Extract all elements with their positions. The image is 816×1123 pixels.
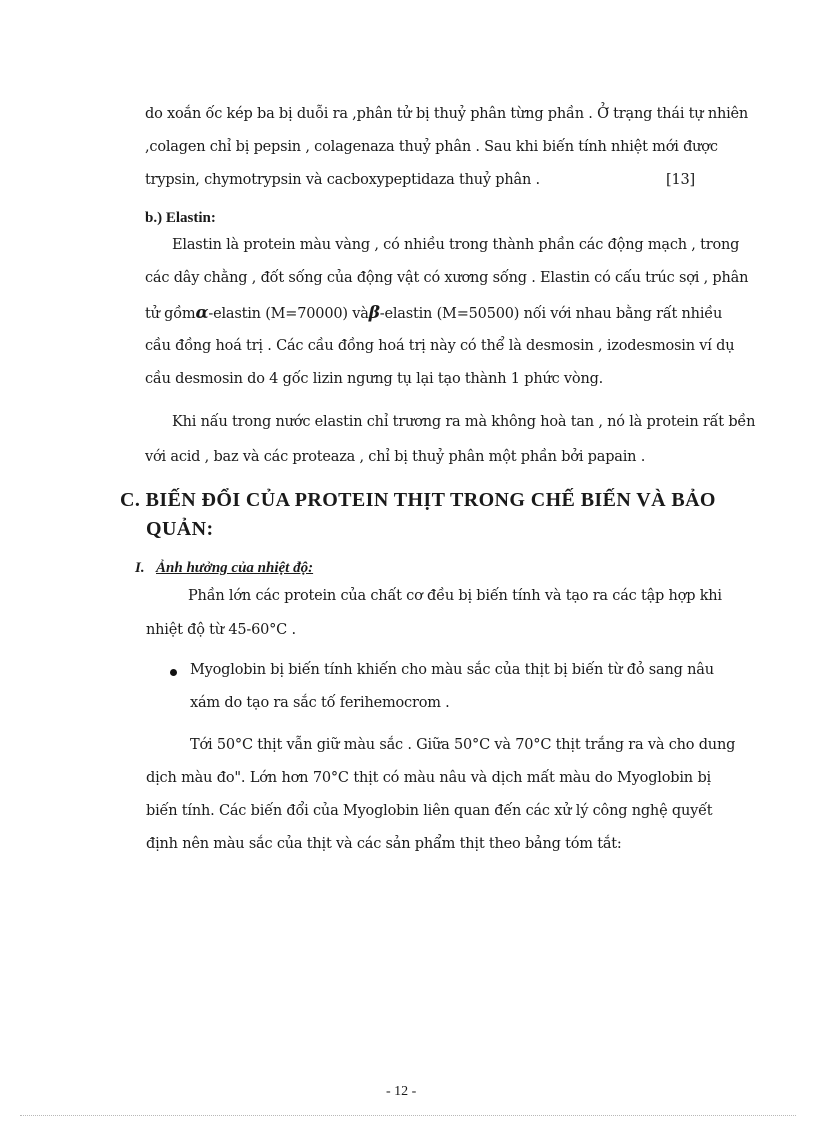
body-text-line: định nên màu sắc của thịt và các sản phẩm thịt theo bảng tóm tắt: <box>146 836 622 852</box>
beta-symbol: β <box>368 303 380 323</box>
body-text-line: Elastin là protein màu vàng , có nhiều trong thành phần các động mạch , trong <box>172 237 740 253</box>
subsection-label-elastin: b.) Elastin: <box>145 210 216 226</box>
text-segment: -elastin (M=50500) nối với nhau bằng rất nhiều <box>379 306 723 322</box>
section-title-temperature-effect: Ảnh hưởng của nhiệt độ: <box>156 560 314 576</box>
section-heading-c: C. BIẾN ĐỔI CỦA PROTEIN THỊT TRONG CHẾ BIẾN VÀ BẢO <box>120 489 716 511</box>
body-text-line: với acid , baz và các proteaza , chỉ bị thuỷ phân một phần bởi papain . <box>145 449 646 465</box>
text-segment: -elastin (M=70000) và <box>208 306 369 322</box>
page-bottom-divider <box>20 1115 796 1116</box>
body-text-line: dịch màu đo". Lớn hơn 70°C thịt có màu nâu và dịch mất màu do Myoglobin bị <box>146 770 711 786</box>
body-text-line: trypsin, chymotrypsin và cacboxypeptidaza thuỷ phân . <box>145 172 540 188</box>
body-text-line: ,colagen chỉ bị pepsin , colagenaza thuỷ phân . Sau khi biến tính nhiệt mới được <box>145 139 718 155</box>
text-segment: tử gồm <box>145 306 196 322</box>
body-text-line: Phần lớn các protein của chất cơ đều bị biến tính và tạo ra các tập hợp khi <box>188 588 722 604</box>
bullet-text-line: xám do tạo ra sắc tố ferihemocrom . <box>190 695 450 711</box>
body-text-line: biến tính. Các biến đổi của Myoglobin liên quan đến các xử lý công nghệ quyết <box>146 803 713 819</box>
citation-reference: [13] <box>666 172 695 188</box>
body-text-line: do xoắn ốc kép ba bị duỗi ra ,phân tử bị thuỷ phân từng phần . Ở trạng thái tự nhiên <box>145 106 749 122</box>
body-text-line <box>145 303 723 323</box>
body-text-line: cầu desmosin do 4 gốc lizin ngưng tụ lại tạo thành 1 phức vòng. <box>145 371 604 387</box>
body-text-line: Khi nấu trong nước elastin chỉ trương ra mà không hoà tan , nó là protein rất bền <box>172 414 756 430</box>
bullet-text-line: Myoglobin bị biến tính khiến cho màu sắc của thịt bị biến từ đỏ sang nâu <box>190 662 714 678</box>
body-text-line: cầu đồng hoá trị . Các cầu đồng hoá trị này có thể là desmosin , izodesmosin ví dụ <box>145 338 735 354</box>
bullet-icon <box>170 669 177 676</box>
alpha-symbol: α <box>195 303 209 323</box>
body-text-line: các dây chằng , đốt sống của động vật có xương sống . Elastin có cấu trúc sợi , phân <box>145 270 749 286</box>
page-number: - 12 - <box>386 1084 417 1099</box>
section-heading-c-continuation: QUẢN: <box>146 518 214 540</box>
body-text-line: nhiệt độ từ 45-60°C . <box>146 622 296 638</box>
body-text-line: Tới 50°C thịt vẫn giữ màu sắc . Giữa 50°C và 70°C thịt trắng ra và cho dung <box>190 737 736 753</box>
section-number-i: I. <box>135 560 145 576</box>
